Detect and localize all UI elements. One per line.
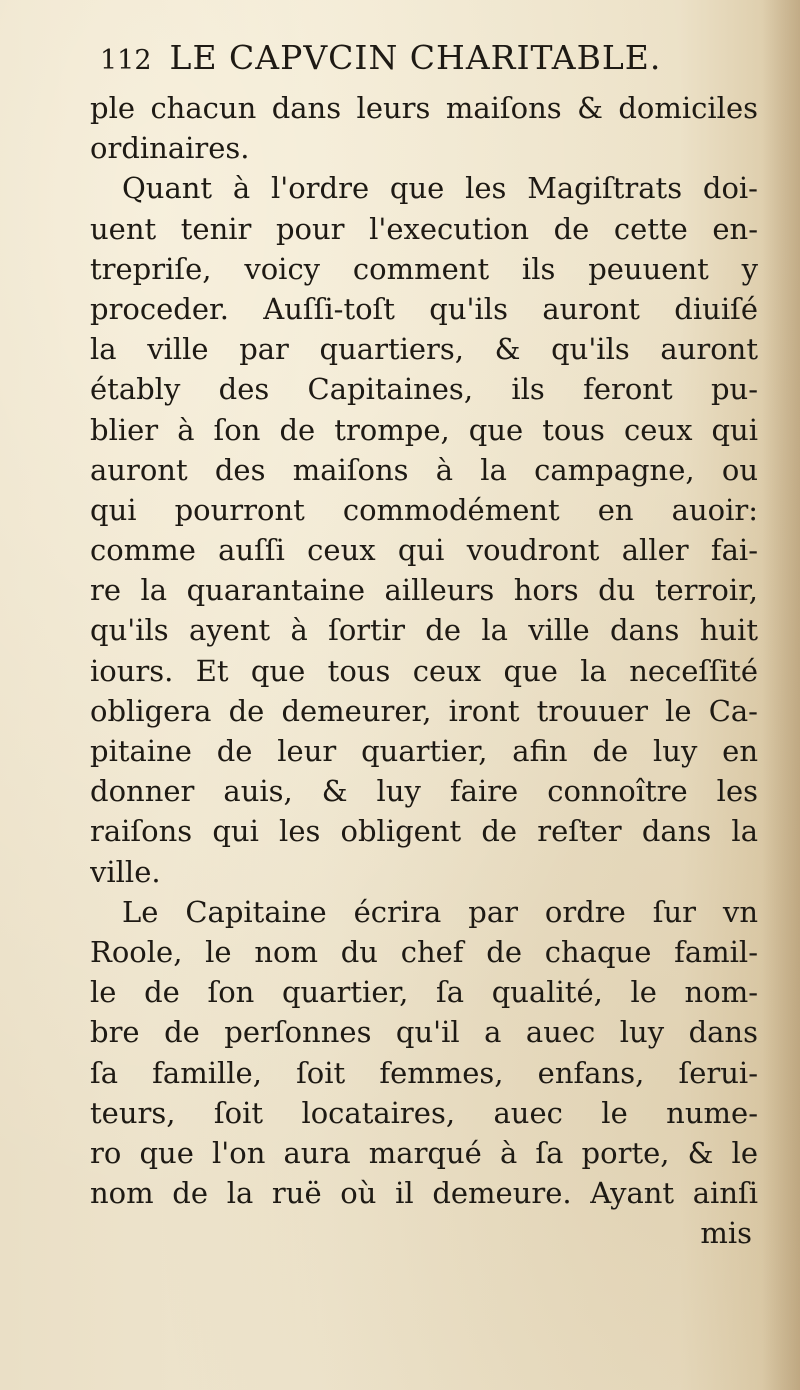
text-line: nom de la ruë où il demeure. Ayant ainſi (90, 1176, 758, 1211)
text-line: proceder. Auſſi-toſt qu'ils auront diuiſé (90, 291, 758, 326)
text-line: obligera de demeurer, iront trouuer le Ca- (90, 693, 758, 728)
text-line: trepriſe, voicy comment ils peuuent y (90, 251, 758, 286)
text-line: ro que l'on aura marqué à ſa porte, & le (90, 1135, 758, 1170)
text-line: ordinaires. (90, 131, 250, 166)
text-line: iours. Et que tous ceux que la neceſſité (90, 653, 758, 688)
text-line: qu'ils ayent à ſortir de la ville dans huit (90, 613, 758, 648)
text-line: ville. (90, 854, 161, 889)
page-number: 112 (100, 45, 152, 76)
text-line: Quant à l'ordre que les Magiſtrats doi- (122, 171, 758, 206)
text-line: donner auis, & luy faire connoître les (90, 774, 758, 809)
page-edge-shadow (762, 0, 800, 1390)
text-line: Le Capitaine écrira par ordre ſur vn (122, 894, 758, 929)
text-line: auront des maiſons à la campagne, ou (90, 452, 758, 487)
text-line: Roole, le nom du chef de chaque famil- (90, 934, 758, 969)
text-line: la ville par quartiers, & qu'ils auront (90, 332, 758, 367)
text-line: teurs, ſoit locataires, auec le nume- (90, 1095, 758, 1130)
text-line: uent tenir pour l'execution de cette en- (90, 211, 758, 246)
text-line: étably des Capitaines, ils feront pu- (90, 372, 758, 407)
body-text (90, 88, 758, 1253)
text-line: raiſons qui les obligent de reſter dans la (90, 814, 758, 849)
text-line: qui pourront commodément en auoir: (90, 492, 758, 527)
text-line: pitaine de leur quartier, afin de luy en (90, 734, 758, 768)
catchword: mis (700, 1216, 752, 1251)
running-header (100, 38, 760, 88)
text-line: blier à ſon de trompe, que tous ceux qui (90, 412, 758, 447)
text-line: le de ſon quartier, ſa qualité, le nom- (90, 975, 758, 1010)
text-line: ple chacun dans leurs maiſons & domiciles (90, 91, 758, 125)
text-line: ſa famille, ſoit femmes, enfans, ſerui- (90, 1055, 758, 1090)
text-line: re la quarantaine ailleurs hors du terroir, (90, 573, 758, 608)
text-line: comme auſſi ceux qui voudront aller fai- (90, 533, 758, 568)
running-title: LE CAPVCIN CHARITABLE. (169, 38, 662, 77)
text-line: bre de perſonnes qu'il a auec luy dans (90, 1015, 758, 1050)
